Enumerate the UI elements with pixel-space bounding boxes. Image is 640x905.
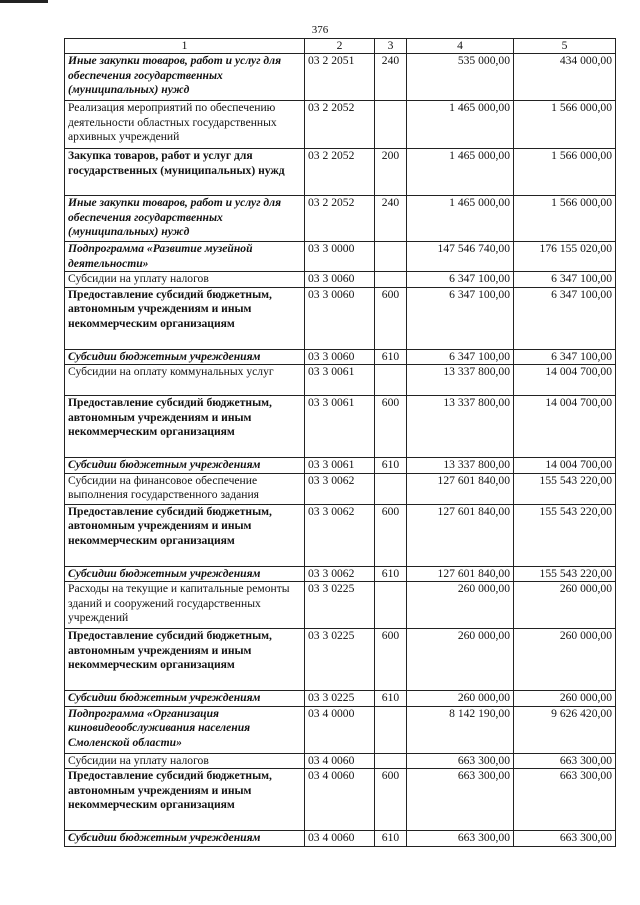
row-type [375, 582, 407, 629]
row-amount-2: 155 543 220,00 [514, 473, 616, 504]
row-amount-1: 147 546 740,00 [407, 242, 514, 272]
header-col-5: 5 [514, 39, 616, 54]
row-code: 03 3 0060 [305, 272, 375, 288]
row-name: Предоставление субсидий бюджетным, автономным учреждениям и иным некоммерческим организациям [65, 396, 305, 458]
row-amount-2: 663 300,00 [514, 831, 616, 847]
row-code: 03 4 0060 [305, 769, 375, 831]
row-amount-2: 14 004 700,00 [514, 396, 616, 458]
table-row [65, 629, 616, 691]
row-type: 610 [375, 458, 407, 474]
table-row [65, 287, 616, 349]
table-row [65, 769, 616, 831]
row-amount-1: 260 000,00 [407, 691, 514, 707]
row-amount-1: 13 337 800,00 [407, 458, 514, 474]
row-amount-2: 434 000,00 [514, 54, 616, 101]
row-amount-2: 260 000,00 [514, 582, 616, 629]
row-name: Субсидии на уплату налогов [65, 272, 305, 288]
table-row [65, 504, 616, 566]
row-code: 03 3 0225 [305, 629, 375, 691]
row-type [375, 706, 407, 753]
row-name: Иные закупки товаров, работ и услуг для обеспечения государственных (муниципальных) нужд [65, 54, 305, 101]
row-amount-2: 260 000,00 [514, 691, 616, 707]
row-amount-2: 663 300,00 [514, 769, 616, 831]
row-code: 03 2 2052 [305, 101, 375, 149]
header-col-4: 4 [407, 39, 514, 54]
row-code: 03 4 0060 [305, 753, 375, 769]
row-type: 240 [375, 196, 407, 242]
row-amount-2: 155 543 220,00 [514, 504, 616, 566]
header-col-2: 2 [305, 39, 375, 54]
table-row [65, 272, 616, 288]
table-row [65, 582, 616, 629]
row-type: 600 [375, 629, 407, 691]
row-type: 600 [375, 769, 407, 831]
row-code: 03 4 0000 [305, 706, 375, 753]
row-code: 03 2 2051 [305, 54, 375, 101]
header-col-1: 1 [65, 39, 305, 54]
row-amount-1: 663 300,00 [407, 753, 514, 769]
row-code: 03 4 0060 [305, 831, 375, 847]
row-amount-1: 1 465 000,00 [407, 196, 514, 242]
row-name: Предоставление субсидий бюджетным, автономным учреждениям и иным некоммерческим организациям [65, 629, 305, 691]
row-amount-1: 663 300,00 [407, 831, 514, 847]
row-name: Субсидии на финансовое обеспечение выполнения государственного задания [65, 473, 305, 504]
row-type: 610 [375, 566, 407, 582]
table-row [65, 196, 616, 242]
row-amount-2: 6 347 100,00 [514, 287, 616, 349]
row-type: 610 [375, 349, 407, 365]
row-amount-1: 8 142 190,00 [407, 706, 514, 753]
row-type [375, 365, 407, 396]
row-amount-1: 1 465 000,00 [407, 101, 514, 149]
row-amount-2: 260 000,00 [514, 629, 616, 691]
table-row [65, 566, 616, 582]
row-amount-1: 1 465 000,00 [407, 149, 514, 196]
row-amount-1: 13 337 800,00 [407, 396, 514, 458]
table-row [65, 831, 616, 847]
row-type: 600 [375, 396, 407, 458]
row-code: 03 2 2052 [305, 196, 375, 242]
table-row [65, 691, 616, 707]
table-row [65, 242, 616, 272]
row-type: 200 [375, 149, 407, 196]
row-amount-1: 535 000,00 [407, 54, 514, 101]
table-row [65, 349, 616, 365]
row-name: Субсидии бюджетным учреждениям [65, 831, 305, 847]
row-amount-1: 6 347 100,00 [407, 272, 514, 288]
row-amount-2: 663 300,00 [514, 753, 616, 769]
row-name: Субсидии на оплату коммунальных услуг [65, 365, 305, 396]
row-code: 03 3 0061 [305, 365, 375, 396]
row-amount-2: 1 566 000,00 [514, 101, 616, 149]
row-type: 600 [375, 504, 407, 566]
row-type: 610 [375, 691, 407, 707]
row-code: 03 3 0061 [305, 458, 375, 474]
page-number: 376 [311, 24, 329, 36]
row-code: 03 3 0061 [305, 396, 375, 458]
row-amount-1: 260 000,00 [407, 629, 514, 691]
row-code: 03 3 0060 [305, 349, 375, 365]
row-code: 03 3 0000 [305, 242, 375, 272]
table-row [65, 365, 616, 396]
row-name: Реализация мероприятий по обеспечению деятельности областных государственных архивных учреждений [65, 101, 305, 149]
table-row [65, 396, 616, 458]
row-type: 240 [375, 54, 407, 101]
table-row [65, 54, 616, 101]
row-code: 03 3 0062 [305, 504, 375, 566]
row-amount-2: 14 004 700,00 [514, 458, 616, 474]
row-amount-1: 127 601 840,00 [407, 473, 514, 504]
table-header-row [65, 39, 616, 54]
row-code: 03 3 0062 [305, 473, 375, 504]
row-amount-1: 6 347 100,00 [407, 287, 514, 349]
row-name: Субсидии бюджетным учреждениям [65, 691, 305, 707]
row-type [375, 101, 407, 149]
budget-table [64, 38, 616, 847]
row-code: 03 2 2052 [305, 149, 375, 196]
row-amount-2: 1 566 000,00 [514, 196, 616, 242]
row-type [375, 473, 407, 504]
table-row [65, 458, 616, 474]
row-name: Закупка товаров, работ и услуг для государственных (муниципальных) нужд [65, 149, 305, 196]
scan-edge-mark [0, 0, 48, 3]
row-name: Предоставление субсидий бюджетным, автономным учреждениям и иным некоммерческим организациям [65, 504, 305, 566]
row-name: Подпрограмма «Развитие музейной деятельности» [65, 242, 305, 272]
row-name: Предоставление субсидий бюджетным, автономным учреждениям и иным некоммерческим организациям [65, 287, 305, 349]
row-type [375, 753, 407, 769]
row-amount-1: 127 601 840,00 [407, 566, 514, 582]
row-name: Субсидии на уплату налогов [65, 753, 305, 769]
row-amount-1: 663 300,00 [407, 769, 514, 831]
row-code: 03 3 0225 [305, 691, 375, 707]
row-code: 03 3 0060 [305, 287, 375, 349]
row-amount-2: 176 155 020,00 [514, 242, 616, 272]
row-amount-2: 6 347 100,00 [514, 349, 616, 365]
row-amount-2: 14 004 700,00 [514, 365, 616, 396]
row-code: 03 3 0225 [305, 582, 375, 629]
table-row [65, 753, 616, 769]
row-amount-2: 155 543 220,00 [514, 566, 616, 582]
row-amount-2: 1 566 000,00 [514, 149, 616, 196]
row-type [375, 272, 407, 288]
row-name: Иные закупки товаров, работ и услуг для обеспечения государственных (муниципальных) нужд [65, 196, 305, 242]
header-col-3: 3 [375, 39, 407, 54]
table-row [65, 101, 616, 149]
row-amount-1: 6 347 100,00 [407, 349, 514, 365]
row-name: Предоставление субсидий бюджетным, автономным учреждениям и иным некоммерческим организациям [65, 769, 305, 831]
row-amount-2: 6 347 100,00 [514, 272, 616, 288]
row-amount-1: 127 601 840,00 [407, 504, 514, 566]
table-row [65, 149, 616, 196]
table-row [65, 473, 616, 504]
row-name: Подпрограмма «Организация киновидеообслуживания населения Смоленской области» [65, 706, 305, 753]
row-type: 600 [375, 287, 407, 349]
row-name: Расходы на текущие и капитальные ремонты зданий и сооружений государственных учреждений [65, 582, 305, 629]
row-type: 610 [375, 831, 407, 847]
row-name: Субсидии бюджетным учреждениям [65, 458, 305, 474]
row-type [375, 242, 407, 272]
row-code: 03 3 0062 [305, 566, 375, 582]
row-name: Субсидии бюджетным учреждениям [65, 566, 305, 582]
row-amount-1: 13 337 800,00 [407, 365, 514, 396]
table-body [65, 54, 616, 847]
row-name: Субсидии бюджетным учреждениям [65, 349, 305, 365]
table-row [65, 706, 616, 753]
row-amount-1: 260 000,00 [407, 582, 514, 629]
row-amount-2: 9 626 420,00 [514, 706, 616, 753]
